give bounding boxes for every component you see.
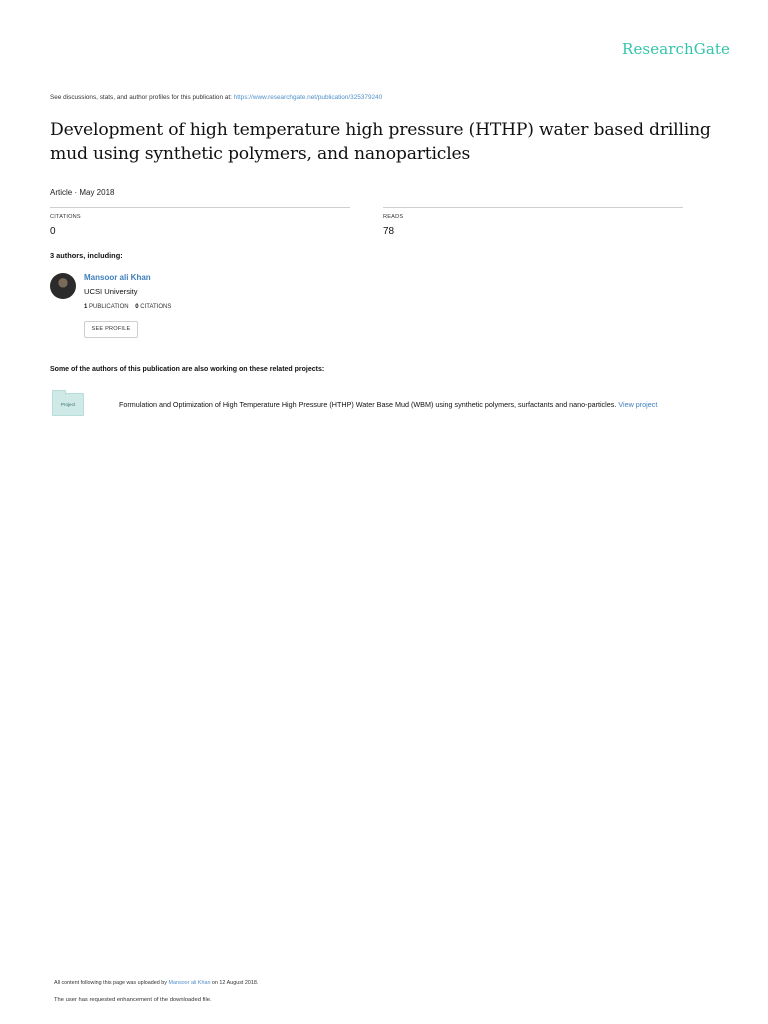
author-name-link[interactable]: Mansoor ali Khan — [84, 273, 151, 282]
author-citations-label: CITATIONS — [140, 304, 172, 310]
researchgate-logo[interactable]: ResearchGate — [622, 40, 730, 58]
uploader-link[interactable]: Mansoor ali Khan — [168, 980, 211, 986]
enhancement-notice: The user has requested enhancement of the downloaded file. — [54, 997, 212, 1003]
upload-prefix: All content following this page was uploaded by — [54, 980, 169, 986]
authors-heading: 3 authors, including: — [50, 251, 123, 260]
citations-divider — [50, 207, 350, 208]
author-citations-count: 0 — [135, 304, 139, 310]
publication-meta: Article · May 2018 — [50, 188, 115, 197]
see-profile-button[interactable]: SEE PROFILE — [84, 321, 138, 338]
project-description: Formulation and Optimization of High Temperature High Pressure (HTHP) Water Base Mud (WBM) using synthetic polymers, surfactants and nano-particles. — [119, 400, 619, 409]
project-icon-label: Project — [60, 402, 76, 407]
upload-notice — [54, 980, 258, 986]
reads-divider — [383, 207, 683, 208]
project-folder-icon[interactable] — [52, 393, 84, 416]
related-project-item — [119, 400, 657, 409]
reads-value: 78 — [383, 226, 395, 237]
related-projects-heading: Some of the authors of this publication are also working on these related projects: — [50, 366, 325, 373]
author-avatar[interactable] — [50, 273, 76, 299]
discussion-prefix: See discussions, stats, and author profiles for this publication at: — [50, 94, 234, 101]
author-publications-label: PUBLICATION — [89, 304, 129, 310]
discussion-line — [50, 94, 382, 101]
upload-suffix: on 12 August 2018. — [210, 980, 259, 986]
view-project-link[interactable]: View project — [618, 400, 658, 409]
citations-value: 0 — [50, 226, 56, 237]
publication-url-link[interactable]: https://www.researchgate.net/publication/325379240 — [233, 94, 383, 101]
author-stats — [84, 304, 171, 310]
author-publications-count: 1 — [84, 304, 88, 310]
publication-title: Development of high temperature high pressure (HTHP) water based drilling mud using synthetic polymers, and nanoparticles — [50, 120, 711, 164]
citations-label: CITATIONS — [50, 214, 81, 220]
reads-label: READS — [383, 214, 404, 220]
author-institution: UCSI University — [84, 287, 138, 296]
